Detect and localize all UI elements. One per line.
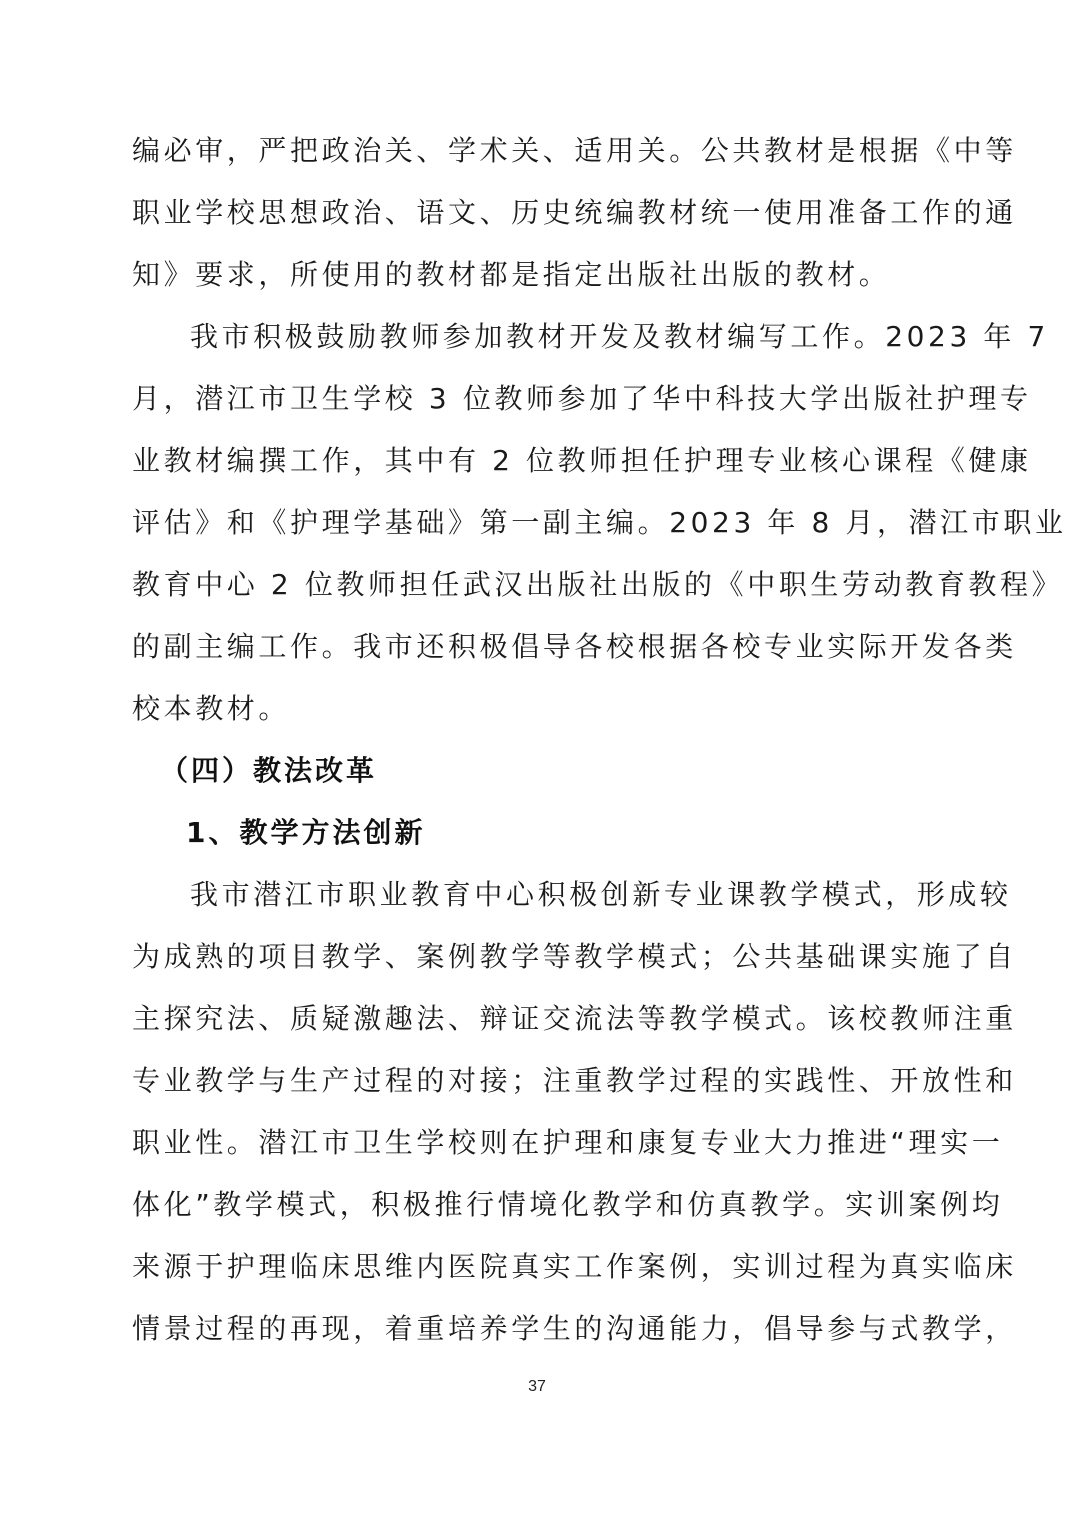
paragraph-line: 专业教学与生产过程的对接；注重教学过程的实践性、开放性和	[132, 1064, 1017, 1097]
paragraph-line: 编必审，严把政治关、学术关、适用关。公共教材是根据《中等	[132, 134, 1017, 167]
paragraph-line: 的副主编工作。我市还积极倡导各校根据各校专业实际开发各类	[132, 630, 1017, 663]
paragraph-line: 评估》和《护理学基础》第一副主编。2023 年 8 月，潜江市职业	[132, 506, 1067, 539]
paragraph-line: 业教材编撰工作，其中有 2 位教师担任护理专业核心课程《健康	[132, 444, 1032, 477]
paragraph-line: 来源于护理临床思维内医院真实工作案例，实训过程为真实临床	[132, 1250, 1017, 1283]
paragraph-textbook-development	[132, 306, 1067, 740]
paragraph-line: 主探究法、质疑激趣法、辩证交流法等教学模式。该校教师注重	[132, 1002, 1017, 1035]
paragraph-line: 体化”教学模式，积极推行情境化教学和仿真教学。实训案例均	[132, 1188, 1004, 1221]
paragraph-textbook-usage	[132, 120, 1017, 306]
paragraph-line: 职业学校思想政治、语文、历史统编教材统一使用准备工作的通	[132, 196, 1017, 229]
paragraph-line: 教育中心 2 位教师担任武汉出版社出版的《中职生劳动教育教程》	[132, 568, 1064, 601]
page-number: 37	[528, 1378, 546, 1395]
paragraph-line: 校本教材。	[132, 692, 291, 725]
paragraph-line: 我市潜江市职业教育中心积极创新专业课教学模式，形成较	[190, 878, 1012, 911]
paragraph-line: 我市积极鼓励教师参加教材开发及教材编写工作。2023 年 7	[190, 320, 1049, 353]
paragraph-line: 知》要求，所使用的教材都是指定出版社出版的教材。	[132, 258, 891, 291]
section-heading: （四）教法改革	[160, 754, 378, 787]
paragraph-teaching-methods	[132, 864, 1017, 1360]
paragraph-line: 职业性。潜江市卫生学校则在护理和康复专业大力推进“理实一	[132, 1126, 1004, 1159]
subsection-heading: 1、教学方法创新	[186, 816, 426, 849]
paragraph-line: 情景过程的再现，着重培养学生的沟通能力，倡导参与式教学，	[132, 1312, 1017, 1345]
paragraph-line: 为成熟的项目教学、案例教学等教学模式；公共基础课实施了自	[132, 940, 1017, 973]
paragraph-line: 月，潜江市卫生学校 3 位教师参加了华中科技大学出版社护理专	[132, 382, 1032, 415]
